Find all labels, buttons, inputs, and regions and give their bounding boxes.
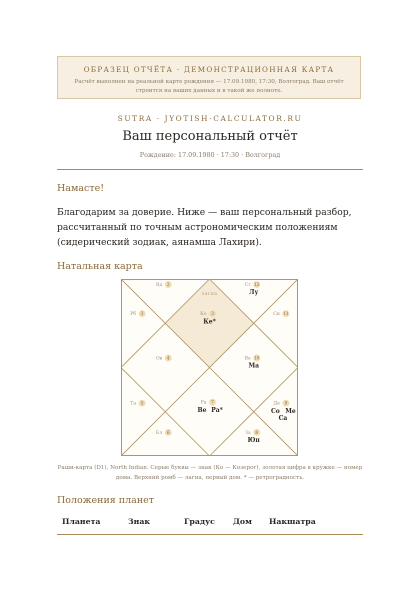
house-number: 3 [211,311,214,317]
house-sign: Вд [155,283,163,289]
planet-label: Са [278,414,288,422]
house-number: 7 [211,399,214,405]
column-house: Дом [233,517,252,526]
house-sign: Ов [155,356,163,362]
house-sign: Бл [155,430,163,436]
house-number: 12 [254,282,260,288]
notice-line-1: Расчёт выполнен на реальной карте рождения — 17.09.1980, 17:30, Волгоград. Ваш отчёт [74,79,344,85]
column-nakshatra: Накшатра [269,517,316,526]
natal-chart-heading: Натальная карта [57,261,143,272]
sample-notice [57,56,361,99]
notice-title: ОБРАЗЕЦ ОТЧЁТА · ДЕМОНСТРАЦИОННАЯ КАРТА [83,65,335,74]
planet-label: Ра* [211,406,223,414]
house-number: 8 [255,429,259,435]
birth-subtitle: Рождение: 17.09.1980 · 17:30 · Волгоград [139,151,281,159]
notice-line-2: строится на ваших данных и в такой же полноте. [135,88,283,94]
caption-line-2: дома. Верхний ромб — лагна, первый дом. * — ретроградность. [115,475,305,481]
table-header-rule [57,534,363,535]
house-number: 10 [254,355,260,361]
planet-label: Лу [249,289,259,297]
intro-line-2: рассчитанный по точным астрономическим положениям [57,222,338,233]
house-number: 3 [140,311,144,317]
intro-paragraph [57,205,357,250]
house-number: 2 [166,282,170,288]
planet-label: Ме [285,407,296,415]
house-sign: Та [130,401,137,407]
house-sign: Ко [200,312,207,318]
intro-line-3: (сидерический зодиак, аянамша Лахири). [57,237,262,248]
caption-line-1: Раши-карта (D1), North Indian. Серые буквы — знак (Ко — Козерог), золотая цифра в кружке — номер [57,465,363,471]
planet-label: Ке* [203,318,216,326]
house-number: 4 [166,355,170,361]
house-number: 6 [166,429,170,435]
house-sign: Си [273,312,280,318]
house-sign: Ст [244,283,251,289]
column-degree: Градус [184,517,215,526]
planet-label: Ве [197,406,207,414]
house-number: 5 [140,400,144,406]
planet-label: Ма [248,362,260,370]
column-planet: Планета [62,517,101,526]
column-sign: Знак [128,517,151,526]
house-sign: Рб [130,312,137,318]
house-sign: Де [273,401,280,407]
house-sign: За [245,430,251,436]
chart-caption [57,463,363,483]
planet-label: Юп [247,436,260,444]
lagna-label: лагна [201,292,218,298]
house-sign: Ра [200,400,207,406]
positions-table-header [57,517,363,533]
notice-text [58,78,360,96]
natal-chart [121,279,298,456]
divider [57,169,363,170]
greeting-heading: Намасте! [57,183,105,194]
house-number: 11 [283,311,289,317]
house-number: 9 [284,400,288,406]
planet-label: Со [270,407,280,415]
page-title: Ваш персональный отчёт [122,129,298,144]
brand: SUTRA · JYOTISH-CALCULATOR.RU [117,114,303,123]
positions-heading: Положения планет [57,495,155,506]
intro-line-1: Благодарим за доверие. Ниже — ваш персональный разбор, [57,207,352,218]
house-sign: Ве [244,356,251,362]
